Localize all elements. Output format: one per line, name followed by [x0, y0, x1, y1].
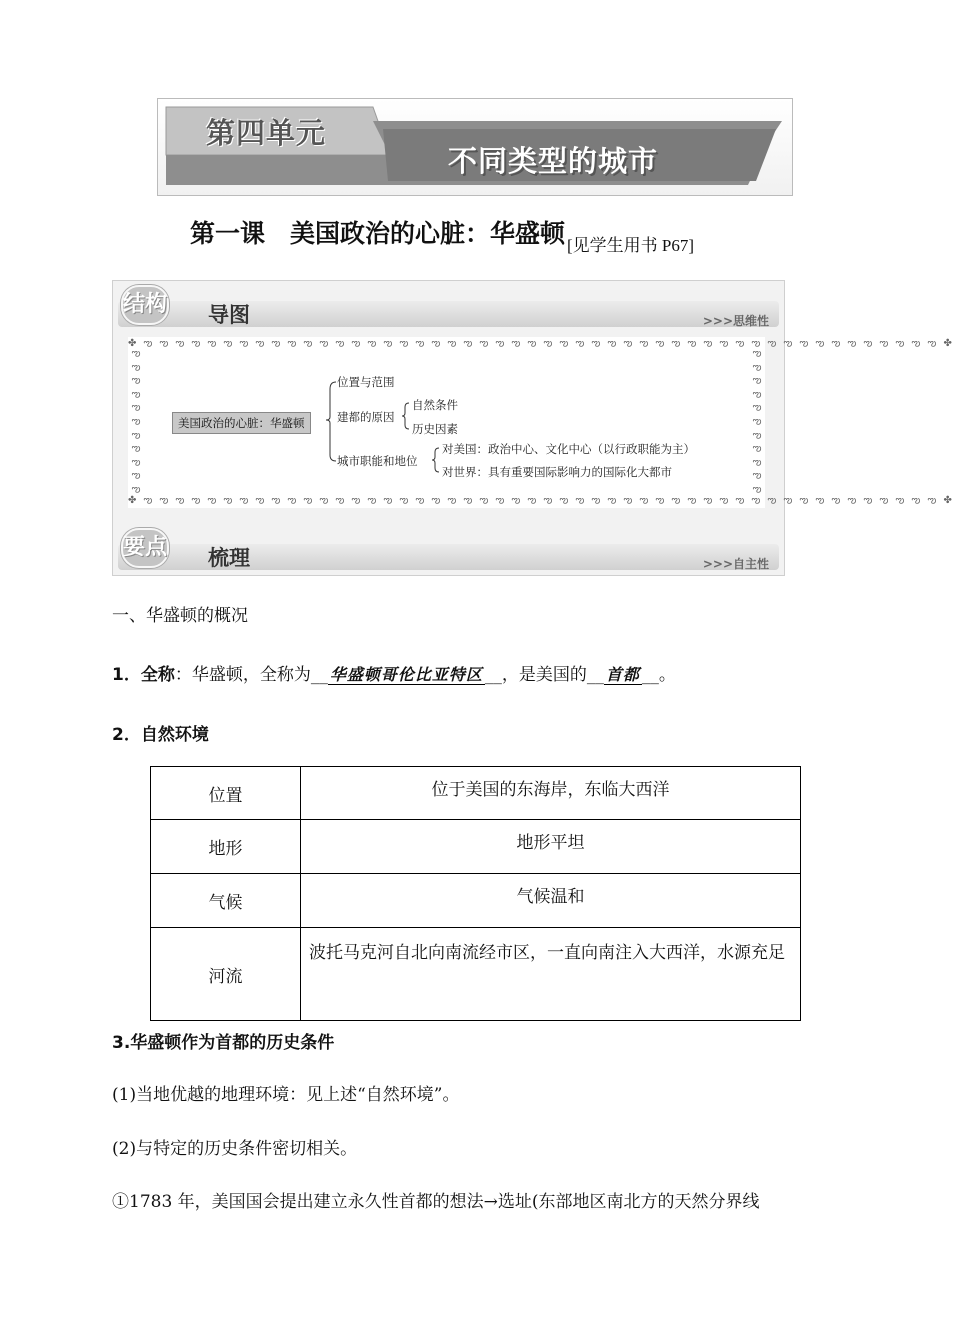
table-value: 气候温和 — [301, 874, 801, 928]
branch-reason: 建都的原因 — [337, 410, 395, 424]
table-row — [151, 820, 801, 874]
ornament-border-left: ఌ ఌ ఌ ఌ ఌ ఌ ఌ ఌ ఌ ఌ ఌ — [131, 348, 141, 495]
ornament-border-top: ✤ ఌ ఌ ఌ ఌ ఌ ఌ ఌ ఌ ఌ ఌ ఌ ఌ ఌ ఌ ఌ ఌ ఌ ఌ ఌ ఌ ఌ ఌ ఌ ఌ ఌ ఌ ఌ ఌ ఌ ఌ ఌ ఌ ఌ ఌ ఌ ఌ ఌ ఌ ఌ ఌ ఌ ఌ ఌ ఌ ఌ ఌ ఌ ఌ ఌ ఌ ✤ — [128, 338, 954, 349]
table-value: 位于美国的东海岸，东临大西洋 — [301, 767, 801, 820]
table-row — [151, 767, 801, 820]
book-reference: [见学生用书 P67] — [567, 236, 695, 255]
unit-title: 不同类型的城市 — [448, 144, 659, 178]
answer-blank-fullname: 华盛顿哥伦比亚特区 — [329, 665, 483, 684]
unit-banner — [157, 98, 793, 196]
branch-location: 位置与范围 — [337, 375, 395, 389]
fullname-text-c: __。 — [641, 665, 676, 685]
environment-label: 2．自然环境 — [112, 725, 209, 745]
structure-map-panel — [112, 280, 954, 576]
table-row — [151, 874, 801, 928]
structure-map-header — [113, 281, 784, 329]
key-points-title: 梳理 — [208, 546, 250, 570]
lesson-title — [190, 214, 694, 256]
ornament-border-right: ఌ ఌ ఌ ఌ ఌ ఌ ఌ ఌ ఌ ఌ ఌ — [752, 348, 762, 495]
structure-badge: 结构 — [121, 285, 169, 325]
lesson-title-text: 第一课 美国政治的心脏：华盛顿 — [190, 219, 566, 248]
branch-function-us: 对美国：政治中心、文化中心（以行政职能为主） — [442, 442, 695, 456]
paragraph-1783: ①1783 年，美国国会提出建立永久性首都的想法→选址(东部地区南北方的天然分界线 — [112, 1192, 760, 1212]
branch-reason-history: 历史因素 — [412, 422, 458, 436]
fullname-label: 1．全称 — [112, 665, 175, 685]
table-key: 位置 — [151, 767, 301, 820]
branch-reason-natural: 自然条件 — [412, 398, 458, 412]
table-value: 波托马克河自北向南流经市区，一直向南注入大西洋，水源充足 — [301, 928, 801, 1021]
table-key: 地形 — [151, 820, 301, 874]
branch-function-world: 对世界：具有重要国际影响力的国际化大都市 — [442, 465, 672, 479]
paragraph-history: (2)与特定的历史条件密切相关。 — [112, 1139, 358, 1159]
section-heading-history — [112, 1028, 334, 1053]
key-points-sub: >>>自主性 — [702, 557, 769, 571]
unit-number: 第四单元 — [206, 116, 327, 150]
key-points-badge: 要点 — [121, 528, 169, 568]
paragraph-geography: (1)当地优越的地理环境：见上述“自然环境”。 — [112, 1085, 460, 1105]
section-heading-environment — [112, 720, 209, 745]
fullname-text-a: ：华盛顿，全称为__ — [174, 665, 328, 685]
table-key: 气候 — [151, 874, 301, 928]
fullname-text-b: __，是美国的__ — [484, 665, 604, 685]
fullname-line — [112, 660, 676, 685]
answer-blank-capital: 首都 — [605, 665, 640, 684]
branch-function: 城市职能和地位 — [337, 454, 418, 468]
structure-header-sub: >>>思维性 — [702, 314, 769, 328]
mind-map — [128, 337, 954, 508]
table-row — [151, 928, 801, 1021]
environment-table — [150, 766, 801, 1021]
ornament-border-bottom: ✤ ఌ ఌ ఌ ఌ ఌ ఌ ఌ ఌ ఌ ఌ ఌ ఌ ఌ ఌ ఌ ఌ ఌ ఌ ఌ ఌ ఌ ఌ ఌ ఌ ఌ ఌ ఌ ఌ ఌ ఌ ఌ ఌ ఌ ఌ ఌ ఌ ఌ ఌ ఌ ఌ ఌ ఌ ఌ ఌ ఌ ఌ ఌ ఌ ఌ ఌ ✤ — [128, 495, 954, 506]
table-value: 地形平坦 — [301, 820, 801, 874]
mind-map-root: 美国政治的心脏：华盛顿 — [172, 412, 311, 434]
table-key: 河流 — [151, 928, 301, 1021]
key-points-header — [113, 524, 784, 572]
structure-header-title: 导图 — [208, 303, 250, 327]
history-label: 3.华盛顿作为首都的历史条件 — [112, 1033, 335, 1053]
section-heading-overview: 一、华盛顿的概况 — [112, 606, 248, 626]
